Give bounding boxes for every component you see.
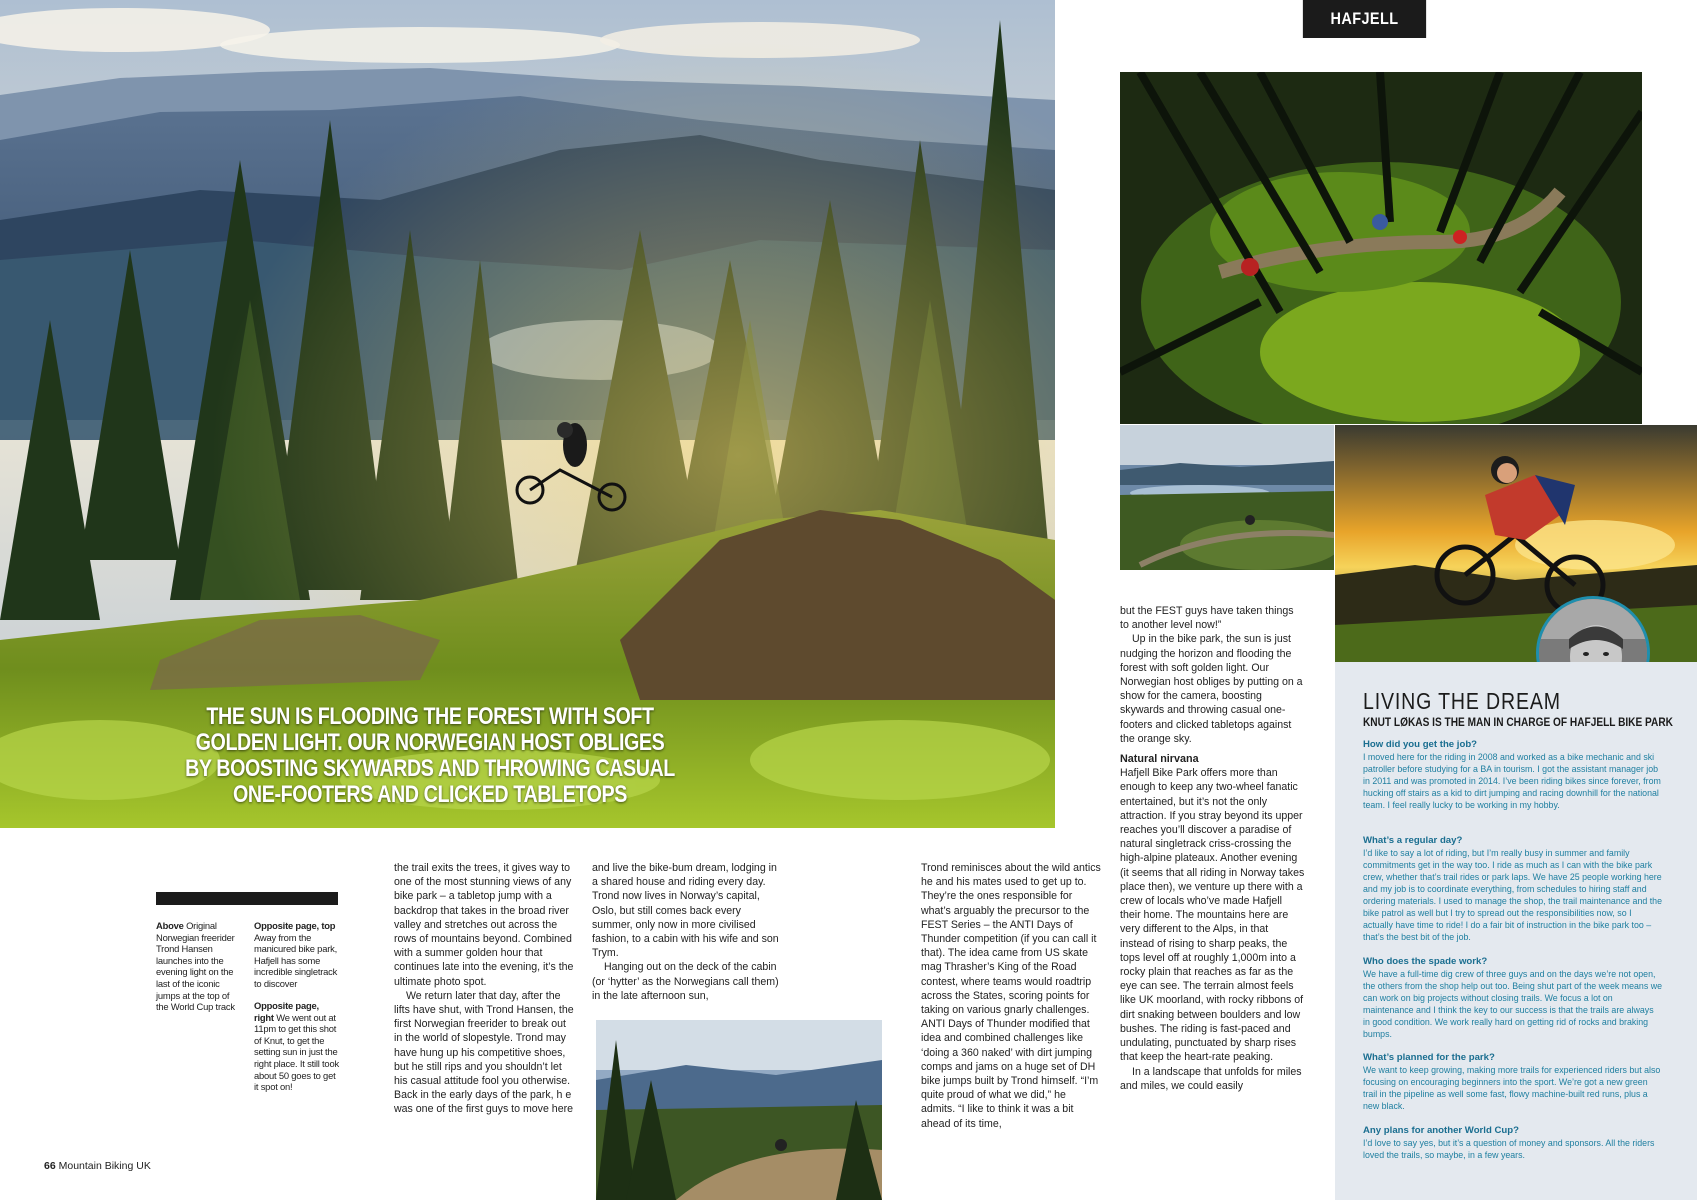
qa-question: What’s planned for the park?	[1363, 1052, 1495, 1063]
qa-block	[1363, 1125, 1678, 1161]
qa-answer: We want to keep growing, making more trails for experienced riders but also focusing on encouraging beginners into the sport. We’re got a new green trail in the pipeline as well some fast, flowy machine-built red runs, plus a new black.	[1363, 1065, 1661, 1111]
qa-answer: I’d like to say a lot of riding, but I’m really busy in summer and family commitments get in the way too. I ride as much as I can with the bike park crew, whether that’s trail rides or park laps. We have 25 people working here and my job is to coordinate everything, from schedules to hiring staff and ordering materials. I used to manage the shop, the trail maintenance and the bike patrol as well but I try to spread out the responsibilities now, so I actually have time to ride! I do a fair bit of instruction in the bike park too – that’s the best bit of the job.	[1363, 848, 1663, 942]
column-1-para-2: We return later that day, after the lifts have shut, with Trond Hansen, the first Norwegian freerider to break out in the world of slopestyle. Trond may have hung up his competitive shoes, but he still rips and you shouldn’t let his casual attitude fool you otherwise. Back in the early days of the park, h e was one of the first guys to move here	[394, 989, 574, 1116]
qa-question: Who does the spade work?	[1363, 956, 1488, 967]
column-4-para-4: In a landscape that unfolds for miles and miles, we could easily	[1120, 1065, 1302, 1092]
caption-bar	[156, 892, 338, 905]
qa-question: Any plans for another World Cup?	[1363, 1125, 1519, 1136]
column-1-para-1: the trail exits the trees, it gives way to one of the most stunning views of any bike park – a tabletop jump with a backdrop that takes in the broad river valley and stretches out across the rows of mountains beyond. Combined with a summer golden hour that continues late into the evening, it’s the ultimate photo spot.	[394, 862, 574, 988]
caption-opp-top-text: Away from the manicured bike park, Hafjell has some incredible singletrack to discover	[254, 931, 338, 989]
column-4-para-2: Up in the bike park, the sun is just nudging the horizon and flooding the forest with soft golden light. Our Norwegian host obliges by putting on a show for the camera, boosting skywards and throwing casual one-footers and clicked tabletops against the orange sky.	[1120, 633, 1303, 745]
qa-question: What’s a regular day?	[1363, 835, 1463, 846]
caption-above	[156, 920, 240, 1013]
caption-opp-right-label: Opposite page, right	[254, 1000, 319, 1023]
article-column-3	[921, 861, 1101, 1131]
caption-opp-right-text: We went out at 11pm to get this shot of Knut, to get the setting sun in just the right place. It still took about 50 goes to get it spot on!	[254, 1011, 339, 1093]
section-tag: HAFJELL	[1303, 0, 1426, 38]
caption-opposite-top	[254, 920, 340, 990]
plateau-singletrack-photo	[1120, 425, 1334, 570]
natural-nirvana-heading: Natural nirvana	[1120, 753, 1199, 766]
qa-answer: We have a full-time dig crew of three guys and on the days we’re not open, the others from the shop help out too. Being shut part of the week means we can work on big projects without closing trails. We focus a lot on maintenance and I think the key to our success is that the trails are always in good condition. We work really hard on getting rid of rocks and braking bumps.	[1363, 969, 1662, 1039]
qa-answer: I moved here for the riding in 2008 and worked as a bike mechanic and ski patroller before studying for a BA in tourism. I got the assistant manager job in 2011 and was promoted in 2014. I’ve been riding bikes since forever, from hucking off stairs as a kid to dirt jumping and racing downhill for the national team. I feel really lucky to be working in my hobby.	[1363, 752, 1661, 810]
sidebar-subtitle: KNUT LØKAS IS THE MAN IN CHARGE OF HAFJELL BIKE PARK	[1363, 717, 1673, 729]
caption-opposite-right	[254, 1000, 340, 1093]
qa-question: How did you get the job?	[1363, 739, 1478, 750]
sidebar-title: LIVING THE DREAM	[1363, 688, 1561, 714]
page-folio	[44, 1160, 151, 1172]
column-4-para-1: but the FEST guys have taken things to another level now!”	[1120, 605, 1294, 632]
qa-block	[1363, 956, 1678, 1040]
caption-above-text: Original Norwegian freerider Trond Hansen launches into the evening light on the last of the iconic jumps at the top of the World Cup track	[156, 920, 235, 1013]
valley-berm-photo	[596, 1020, 882, 1200]
article-column-4	[1120, 604, 1305, 1093]
qa-answer: I’d love to say yes, but it’s a question of money and sponsors. All the riders loved the trails, so maybe, in a few years.	[1363, 1138, 1655, 1160]
qa-block	[1363, 1052, 1678, 1112]
forest-riders-photo	[1120, 72, 1642, 424]
caption-above-label: Above	[156, 920, 184, 931]
column-2-para-1: and live the bike-bum dream, lodging in a shared house and riding every day. Trond now lives in Norway’s capital, Oslo, but still comes back every summer, only now in more civilised fashion, to a cabin with his wife and son Trym.	[592, 862, 779, 960]
caption-opp-top-label: Opposite page, top	[254, 920, 336, 931]
column-3-para-1: Trond reminisces about the wild antics he and his mates used to get up to. They’re the ones responsible for what’s arguably the precursor to the FEST Series – the ANTI Days of Thunder competition (if you can call it that). The idea came from US skate mag Thrasher’s King of the Road contest, where teams would roadtrip across the States, scoring points for taking on various gnarly challenges. ANTI Days of Thunder modified that idea and combined challenges like ‘doing a 360 naked’ with dirt jumping comps and jams on a huge set of DH bike jumps built by Trond himself. “I’m quite proud of what we did,” he admits. “I like to think it was a bit ahead of its time,	[921, 862, 1101, 1130]
page-number: 66	[44, 1160, 56, 1172]
qa-block	[1363, 739, 1678, 811]
pull-quote: THE SUN IS FLOODING THE FOREST WITH SOFT GOLDEN LIGHT. OUR NORWEGIAN HOST OBLIGES BY BOOSTING SKYWARDS AND THROWING CASUAL ONE-FOOTERS AND CLICKED TABLETOPS	[185, 703, 675, 808]
column-4-para-3: Hafjell Bike Park offers more than enough to keep any two-wheel fanatic entertained, but it’s not the only attraction. If you stray beyond its upper reaches you’ll discover a paradise of natural singletrack criss-crossing the high-alpine plateaux. Another evening (it seems that all riding in Norway takes place then), we venture up there with a crew of locals who’ve made Hafjell their home. The mountains here are very different to the Alps, in that instead of rising to sharp peaks, the tops level off at roughly 1,000m into a rocky plain that reaches as far as the eye can see. The terrain almost feels like UK moorland, with rocky ribbons of dirt snaking between boulders and low bushes. The riding is fast-paced and undulating, punctuated by sharp rises that keep the heart-rate peaking.	[1120, 767, 1305, 1064]
qa-block	[1363, 835, 1678, 943]
article-column-1	[394, 861, 576, 1117]
column-2-para-2: Hanging out on the deck of the cabin (or ‘hytter’ as the Norwegians call them) in the late afternoon sun,	[592, 961, 779, 1002]
magazine-name: Mountain Biking UK	[58, 1160, 151, 1172]
article-column-2	[592, 861, 780, 1003]
